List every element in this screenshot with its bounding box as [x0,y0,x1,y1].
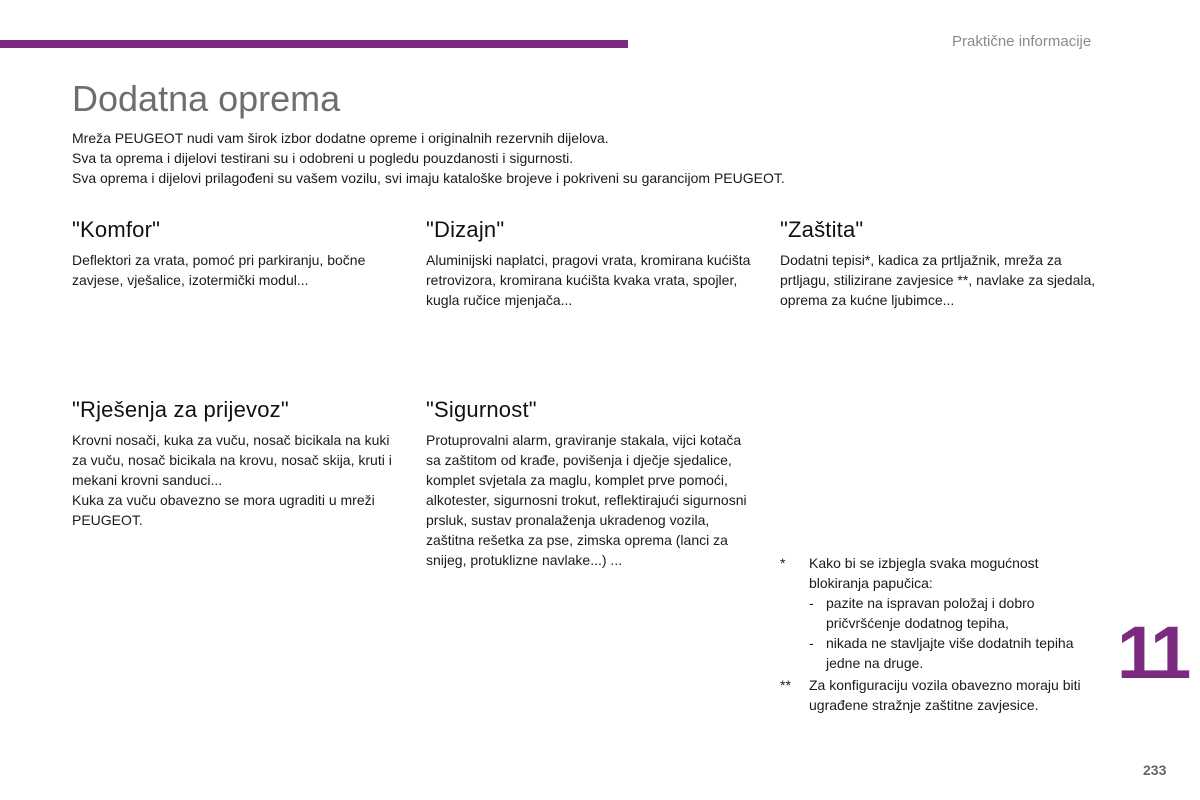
footnote-marker: ** [780,677,791,693]
section-dizajn [426,216,756,310]
section-zastita [780,216,1105,310]
footnote-marker: * [780,555,786,571]
section-heading: "Dizajn" [426,217,505,242]
intro-paragraph [72,128,1072,188]
intro-line: Mreža PEUGEOT nudi vam širok izbor dodatne opreme i originalnih rezervnih dijelova. [72,130,609,146]
footnote-text: Kako bi se izbjegla svaka mogućnost blokiranja papučica: [809,555,1039,591]
footnote-carpets [780,553,1100,673]
section-body: Krovni nosači, kuka za vuču, nosač bicikala na kuki za vuču, nosač bicikala na krovu, nosač skija, kruti i mekani krovni sanduci... [72,432,392,488]
list-item [809,633,1100,673]
list-item-text: nikada ne stavljajte više dodatnih tepiha jedne na druge. [826,635,1074,671]
section-heading: "Rješenja za prijevoz" [72,397,289,422]
dash-marker: - [809,635,814,651]
dash-marker: - [809,595,814,611]
footnotes [780,553,1100,717]
page-number: 233 [1143,762,1167,778]
section-body-note: Kuka za vuču obavezno se mora ugraditi u mreži PEUGEOT. [72,492,375,528]
chapter-title: Praktične informacije [952,33,1092,50]
section-sigurnost [426,396,756,570]
section-komfor [72,216,402,290]
footnote-text: Za konfiguraciju vozila obavezno moraju biti ugrađene stražnje zaštitne zavjesice. [809,677,1081,713]
section-heading: "Sigurnost" [426,397,537,422]
chapter-number: 11 [1117,611,1188,694]
list-item [809,593,1100,633]
intro-line: Sva oprema i dijelovi prilagođeni su vašem vozilu, svi imaju kataloške brojeve i pokriveni su garancijom PEUGEOT. [72,170,785,186]
section-body: Dodatni tepisi*, kadica za prtljažnik, mreža za prtljagu, stilizirane zavjesice **, navlake za sjedala, oprema za kućne ljubimce... [780,252,1096,308]
footnote-curtains [780,675,1100,715]
page-title: Dodatna oprema [72,78,341,119]
section-heading: "Komfor" [72,217,161,242]
section-heading: "Zaštita" [780,217,864,242]
intro-line: Sva ta oprema i dijelovi testirani su i odobreni u pogledu pouzdanosti i sigurnosti. [72,150,574,166]
section-body: Aluminijski naplatci, pragovi vrata, kromirana kućišta retrovizora, kromirana kućišta kvaka vrata, spojler, kugla ručice mjenjača... [426,252,751,308]
section-body: Deflektori za vrata, pomoć pri parkiranju, bočne zavjese, vješalice, izotermički modul... [72,252,366,288]
section-body: Protuprovalni alarm, graviranje stakala, vijci kotača sa zaštitom od krađe, povišenja i dječje sjedalice, komplet svjetala za maglu, komplet prve pomoći, alkotester, sigurnosni trokut, reflektirajući sigurnosni prsluk, sustav pronalaženja ukradenog vozila, zaštitna rešetka za pse, zimska oprema (lanci za snijeg, protuklizne navlake...) ... [426,432,747,568]
list-item-text: pazite na ispravan položaj i dobro pričvršćenje dodatnog tepiha, [826,595,1035,631]
header-accent-bar [0,40,628,48]
footnote-list [809,593,1100,673]
section-rjesenja-za-prijevoz [72,396,397,530]
